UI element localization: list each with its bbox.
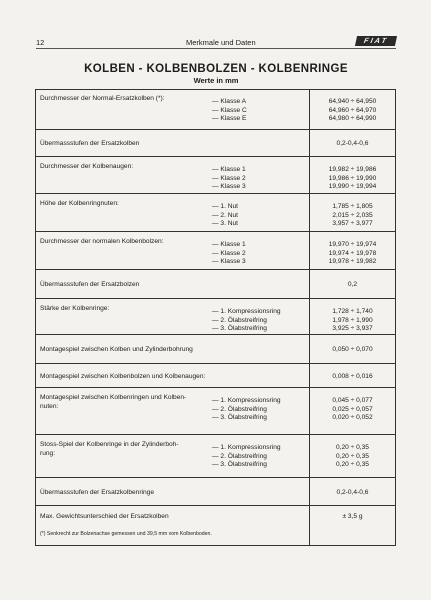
spec-sublabel: — Klasse 2	[212, 249, 246, 257]
spec-sublabel: — Klasse 2	[212, 174, 246, 182]
spec-sublabel: — 3. Ölabstreifring	[212, 461, 267, 468]
spec-label: Montagespiel zwischen Kolbenbolzen und Kolbenaugen:	[40, 372, 206, 380]
spec-value: 1,978 ÷ 1,990	[332, 316, 373, 324]
units-subtitle: Werte in mm	[193, 76, 239, 85]
spec-sublabel: — 3. Ölabstreifring	[212, 325, 267, 332]
spec-value: 0,025 ÷ 0,057	[332, 405, 373, 413]
spec-sublabel: — 2. Ölabstreifring	[212, 316, 267, 324]
spec-value: 64,960 ÷ 64,970	[328, 106, 377, 114]
spec-value: 0,2-0,4-0,6	[336, 488, 369, 496]
spec-sublabel: — 1. Kompressionsring	[212, 444, 281, 451]
spec-label: Stärke der Kolbenringe:	[40, 305, 110, 312]
spec-value: ± 3,5 g	[342, 513, 363, 520]
spec-sublabel: — Klasse 3	[212, 258, 246, 265]
spec-label: Durchmesser der Kolbenaugen:	[40, 163, 134, 170]
spec-value: 0,045 ÷ 0,077	[332, 397, 373, 404]
spec-value: 0,20 ÷ 0,35	[336, 461, 369, 468]
spec-label: Durchmesser der normalen Kolbenbolzen:	[40, 238, 164, 245]
spec-label: Übermassstufen der Ersatzkolben	[40, 140, 140, 147]
spec-sublabel: — Klasse 3	[212, 183, 246, 190]
spec-sublabel: — 3. Ölabstreifring	[212, 414, 267, 421]
spec-value: 19,978 ÷ 19,982	[328, 258, 377, 265]
spec-value: 19,986 ÷ 19,990	[328, 174, 377, 182]
spec-value: 1,785 ÷ 1,805	[332, 203, 373, 210]
spec-value: 64,940 ÷ 64,950	[328, 98, 377, 105]
spec-sublabel: — 2. Nut	[212, 211, 239, 219]
spec-value: 19,974 ÷ 19,978	[328, 249, 377, 257]
page-title: KOLBEN - KOLBENBOLZEN - KOLBENRINGE	[84, 63, 348, 75]
spec-value: 0,2	[347, 281, 358, 288]
spec-value: 2,015 ÷ 2,035	[332, 211, 373, 219]
header-rule	[36, 48, 396, 49]
spec-sublabel: — 2. Ölabstreifring	[212, 452, 267, 460]
spec-label: Montagespiel zwischen Kolbenringen und Kolben-	[40, 394, 187, 401]
spec-value: 19,970 ÷ 19,974	[328, 241, 377, 248]
spec-value: 0,020 ÷ 0,052	[332, 414, 373, 421]
spec-sublabel: — Klasse C	[212, 106, 247, 114]
spec-label: rung:	[40, 450, 56, 457]
spec-label: Montagespiel zwischen Kolben und Zylinderbohrung	[40, 346, 193, 353]
fiat-logo: FIAT	[355, 36, 397, 46]
spec-sublabel: — 3. Nut	[212, 220, 239, 227]
footnote: (*) Senkrecht zur Bolzenachse gemessen und 39,5 mm vom Kolbenboden.	[40, 531, 212, 537]
spec-value: 0,008 ÷ 0,016	[332, 372, 373, 380]
page-number: 12	[36, 38, 45, 47]
spec-sublabel: — Klasse 1	[212, 166, 246, 173]
spec-sublabel: — 1. Kompressionsring	[212, 397, 281, 404]
spec-sublabel: — Klasse A	[212, 98, 247, 105]
spec-label: Durchmesser der Normal-Ersatzkolben (*):	[40, 95, 165, 102]
spec-value: 19,982 ÷ 19,986	[328, 166, 377, 173]
spec-sublabel: — 2. Ölabstreifring	[212, 405, 267, 413]
spec-value: 0,20 ÷ 0,35	[336, 444, 369, 451]
spec-value: 3,925 ÷ 3,937	[332, 325, 373, 332]
spec-label: Stoss-Spiel der Kolbenringe in der Zylinderboh-	[40, 441, 179, 448]
spec-value: 0,20 ÷ 0,35	[336, 452, 369, 460]
spec-label: Max. Gewichtsunterschied der Ersatzkolben	[40, 513, 169, 520]
spec-value: 19,990 ÷ 19,994	[328, 183, 377, 190]
spec-value: 0,050 ÷ 0,070	[332, 346, 373, 353]
spec-sublabel: — Klasse 1	[212, 241, 246, 248]
spec-sublabel: — 1. Nut	[212, 203, 239, 210]
spec-value: 0,2-0,4-0,6	[336, 140, 369, 147]
spec-sublabel: — Klasse E	[212, 115, 247, 122]
section-title: Merkmale und Daten	[186, 38, 256, 47]
spec-value: 3,957 ÷ 3,977	[332, 220, 373, 227]
spec-value: 1,728 ÷ 1,740	[332, 308, 373, 315]
spec-label: Übermassstufen der Ersatzkolbenringe	[40, 488, 154, 496]
spec-sublabel: — 1. Kompressionsring	[212, 308, 281, 315]
spec-value: 64,980 ÷ 64,990	[328, 115, 377, 122]
spec-label: Übermassstufen der Ersatzbolzen	[40, 281, 140, 288]
spec-label: nuten:	[40, 403, 59, 410]
spec-label: Höhe der Kolbenringnuten:	[40, 200, 119, 207]
